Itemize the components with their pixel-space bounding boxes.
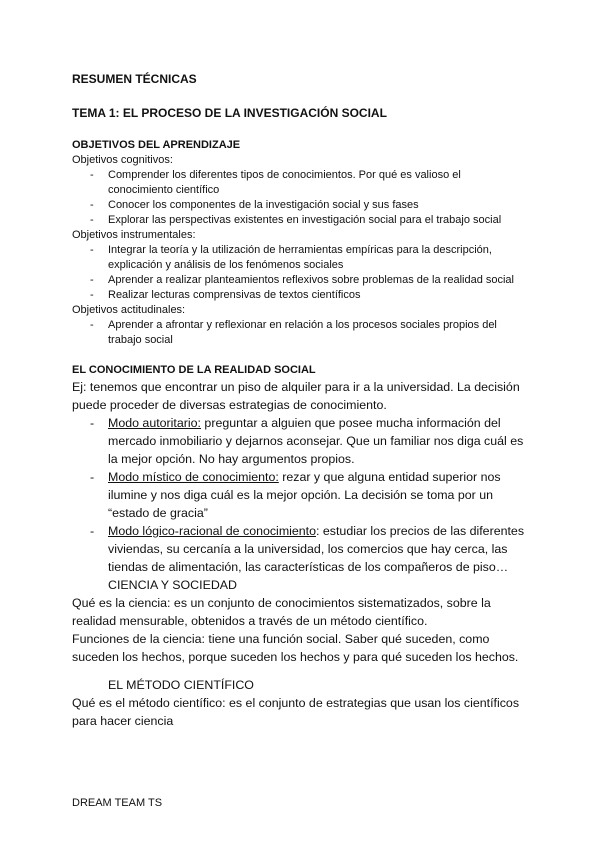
- footer-text: DREAM TEAM TS: [72, 797, 163, 809]
- list-item: - Aprender a realizar planteamientos reflexivos sobre problemas de la realidad social: [90, 274, 514, 286]
- list-item: - Comprender los diferentes tipos de conocimientos. Por qué es valioso el conocimiento científico: [90, 169, 461, 196]
- objetivos-section: [72, 138, 532, 348]
- list-item: - Modo místico de conocimiento: rezar y que alguna entidad superior nos ilumine y nos diga cuál es la mejor opción. La decisión se toma por un “estado de gracia”: [90, 470, 501, 520]
- ciencia-heading: CIENCIA Y SOCIEDAD: [108, 578, 237, 592]
- modo-term: Modo lógico-racional de conocimiento: [108, 524, 317, 538]
- list-item: - Explorar las perspectivas existentes en investigación social para el trabajo social: [90, 214, 502, 226]
- actitudinales-label: Objetivos actitudinales:: [72, 304, 186, 316]
- cognitivos-label: Objetivos cognitivos:: [72, 154, 173, 166]
- conocimiento-heading: EL CONOCIMIENTO DE LA REALIDAD SOCIAL: [72, 364, 316, 376]
- list-item: - Modo autoritario: preguntar a alguien que posee mucha información del mercado inmobiliario y dejarnos aconsejar. Que un familiar nos diga cuál es la mejor opción. No hay argumentos propios.: [90, 416, 524, 466]
- list-item: - Conocer los componentes de la investigación social y sus fases: [90, 199, 419, 211]
- metodo-section: EL MÉTODO CIENTÍFICO Qué es el método científico: es el conjunto de estrategias que usan los científicos para hacer ciencia: [72, 676, 532, 730]
- metodo-heading: EL MÉTODO CIENTÍFICO: [108, 678, 254, 692]
- instrumentales-label: Objetivos instrumentales:: [72, 229, 196, 241]
- list-item: - Integrar la teoría y la utilización de herramientas empíricas para la descripción, explicación y análisis de los fenómenos sociales: [90, 244, 492, 271]
- document-title: RESUMEN TÉCNICAS: [72, 72, 197, 86]
- modo-term: Modo autoritario:: [108, 416, 201, 430]
- modo-term: Modo místico de conocimiento:: [108, 470, 279, 484]
- list-item: - Modo lógico-racional de conocimiento: estudiar los precios de las diferentes viviendas, su cercanía a la universidad, los comercios que hay cerca, las tiendas de alimentación, las características de los compañeros de piso…: [90, 524, 525, 574]
- ciencia-section: CIENCIA Y SOCIEDAD Qué es la ciencia: es un conjunto de conocimientos sistematizados, sobre la realidad mensurable, obtenidos a través de un método científico. Funciones de la ciencia: tiene una función social. Saber qué suceden, como suceden los hechos, porque suceden los hechos y para qué suceden los hechos.: [72, 576, 532, 666]
- objetivos-heading: OBJETIVOS DEL APRENDIZAJE: [72, 139, 241, 151]
- list-item: - Aprender a afrontar y reflexionar en relación a los procesos sociales propios del trabajo social: [90, 319, 497, 346]
- tema-heading: TEMA 1: EL PROCESO DE LA INVESTIGACIÓN SOCIAL: [72, 106, 387, 120]
- conocimiento-section: EL CONOCIMIENTO DE LA REALIDAD SOCIAL Ej: tenemos que encontrar un piso de alquiler para ir a la universidad. La decisión puede proceder de diversas estrategias de conocimiento. - Modo autoritario: preguntar a alguien que posee mucha información del mercado inmobiliario y dejarnos aconsejar. Que un familiar nos diga cuál es la mejor opción. No hay argumentos propios. - Modo místico de conocimiento: rezar y que alguna entidad superior nos ilumine y nos diga cuál es la mejor opción. La decisión se toma por un “estado de gracia” - Modo lógico-racional de conocimiento: estudiar los precios de las diferentes viviendas, su cercanía a la universidad, los comercios que hay cerca, las tiendas de alimentación, las características de los compañeros de piso…: [72, 362, 532, 576]
- list-item: - Realizar lecturas comprensivas de textos científicos: [90, 289, 361, 301]
